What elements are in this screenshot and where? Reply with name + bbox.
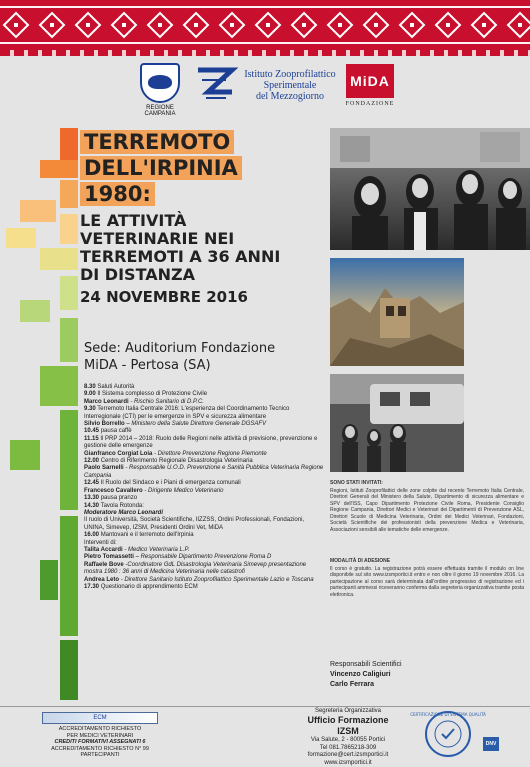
secretariat-heading: Segreteria Organizzativa: [314, 708, 382, 714]
color-bar: [20, 200, 56, 222]
title-block: [80, 130, 330, 306]
program-interventi: Interventi di:: [84, 539, 117, 546]
secretariat-phone: Tel 081.7865218-309: [319, 744, 377, 751]
izsm-name: [240, 69, 340, 102]
secretariat-email[interactable]: formazione@cert.izsmportici.it: [307, 752, 389, 759]
program-item: [84, 406, 324, 421]
program-item: [84, 428, 324, 435]
quality-certification-seal: [410, 710, 486, 758]
venue-line1: Sede: Auditorium Fondazione: [84, 341, 276, 356]
secretariat-website[interactable]: www.izsmportici.it: [324, 759, 372, 766]
secretariat-office: Ufficio Formazione IZSM: [307, 715, 389, 737]
speaker-name: Silvio Borrello: [84, 421, 125, 428]
responsible-name: Vincenzo Caligiuri: [330, 671, 391, 678]
speaker-role: - Responsabile U.O.D. Prevenzione e Sanità Pubblica Veterinaria Regione Campania: [84, 465, 324, 479]
izsm-line2: Sperimentale: [263, 80, 317, 91]
ecm-badge: ECM: [42, 712, 158, 724]
program-text: Il Sistema complesso di Protezione Civile: [97, 391, 208, 398]
program-time: 9.30: [84, 406, 96, 413]
speaker-name: Talita Accardi: [84, 546, 123, 553]
regione-campania-logo: [134, 63, 186, 117]
program-item: [84, 480, 324, 487]
program-text: Terremoto Italia Centrale 2016: L'esperienza del Coordinamento Tecnico Interregionale (CTI) per le emergenze in SPV e sicurezza alimentare: [84, 406, 290, 420]
responsibles-heading: Responsabili Scientifici: [330, 661, 402, 668]
speaker-name: Paolo Sarnelli: [84, 465, 124, 472]
speaker-role: - Direttore Prevenzione Regione Piemonte: [154, 450, 267, 457]
color-bar: [60, 214, 78, 244]
program-speaker: [84, 488, 324, 495]
invited-heading: SONO STATI INVITATI:: [330, 480, 383, 486]
color-bar: [60, 410, 78, 510]
title-line3: 1980:: [80, 182, 155, 206]
program-time: 9.00: [84, 391, 96, 398]
responsible-name: Carlo Ferrara: [330, 681, 374, 688]
program-item: [84, 391, 324, 398]
color-bar: [60, 276, 78, 310]
program-item: [84, 384, 324, 391]
dnv-logo: [483, 737, 499, 751]
program-text: Il Ruolo del Sindaco e i Piani di emergenza comunali: [100, 480, 241, 487]
program-speaker: [84, 547, 324, 554]
secretariat-address: Via Salute, 2 - 80055 Portici: [310, 737, 386, 744]
header-band: [0, 0, 530, 50]
izsm-line1: Istituto Zooprofilattico: [244, 69, 336, 80]
regione-label: REGIONE CAMPANIA: [144, 105, 176, 117]
seal-text: CERTIFICAZIONE DI SISTEMA QUALITÀ: [410, 712, 486, 717]
speaker-name: Marco Leonardi: [84, 398, 129, 405]
program-text: pausa caffè: [100, 428, 132, 435]
campania-shield-icon: [140, 63, 180, 103]
program-desc: Il ruolo di Università, Società Scientifiche, IIZZSS, Ordini Professionali, Fondazioni, UNINA, Simevep, IZSM, Presidenti Ordini Vet, MiDA: [84, 517, 305, 531]
program-speaker: [84, 421, 324, 428]
program-list: [84, 384, 324, 591]
color-bar: [6, 228, 36, 248]
accreditation-line4: ACCREDITAMENTO RICHIESTO N° 99 PARTECIPANTI: [51, 745, 149, 758]
speaker-name: Gianfranco Corgiat Loia: [84, 450, 153, 457]
speaker-role: - Rischio Sanitario di D.P.C.: [130, 398, 204, 405]
program-item: [84, 436, 324, 451]
program-text: Saluti Autorità: [97, 384, 135, 390]
color-bar: [20, 300, 50, 322]
program-text: Il PRP 2014 – 2018: Ruolo delle Regioni nelle attività di previsione, prevenzione e gestione delle emergenze: [84, 435, 318, 450]
color-bar: [40, 160, 78, 178]
photo-ruins: [330, 258, 464, 366]
speaker-role: -Coordinatore GdL Disastrologia Veterinaria Simevep presentazione mostra 1980 : 36 anni di Medicina Veterinaria nelle catastrofi: [84, 561, 307, 576]
title-line2: DELL'IRPINIA: [80, 156, 242, 180]
program-time: 17.30: [84, 583, 100, 590]
venue: [84, 340, 334, 374]
registration-text: Il corso è gratuito. La registrazione potrà essere effettuata tramite il modulo on line disponibile sul sito www.izsmportici.it entro e non oltre il giorno 19 novembre 2016. La partecipazione al corso sarà determinata dall'ordine progressivo di registrazione ed i partecipanti ammessi riceveranno conferma dalla segreteria organizzativa tramite posta elettronica.: [330, 565, 524, 598]
decorative-pattern: [0, 0, 530, 50]
color-bar: [40, 248, 78, 270]
program-speaker: [84, 554, 324, 561]
program-text: Questionario di apprendimento ECM: [100, 583, 198, 590]
moderator-name: Moderatore Marco Leonardi: [84, 509, 164, 516]
invited-text: Regioni, Istituti Zooprofilattici delle zone colpite dal recente Terremoto Italia Centrale, Direttori Generali del Ministero della Salute, Dipartimento di sicurezza alimentare e SPV dell'ISS, Capo Dipartimento Protezione Civile Roma, Presidente Consiglio Regione Campania, Direttori Medici e Veterinari dei Dipartimenti di Prevenzione ASL, Direttori Scuole di Medicina Veterinaria, Ordini dei Medici Veterinari, Fondazioni, Società Scientifiche dei professionisti della prevenzione Medica e Veterinaria, Associazioni sensibili alle tematiche delle emergenze.: [330, 487, 524, 533]
header-sub-band: [0, 50, 530, 56]
registration-heading: MODALITÀ DI ADESIONE: [330, 558, 391, 564]
program-text: Mantovani e il terremoto dell'Irpinia: [100, 532, 194, 539]
program-item: [84, 503, 324, 510]
program-speaker: [84, 577, 324, 584]
izsm-line3: del Mezzogiorno: [255, 91, 325, 102]
program-item: [84, 584, 324, 591]
color-bar: [60, 318, 78, 362]
organizing-secretariat: [296, 708, 400, 767]
scientific-responsibles: [330, 660, 480, 690]
photo-officials: [330, 128, 530, 250]
izsm-logo: [196, 66, 336, 106]
program-time: 16.00: [84, 532, 100, 539]
program-speaker: [84, 399, 324, 406]
accreditation: [40, 712, 160, 759]
program-speaker: [84, 451, 324, 458]
program-time: 14.30: [84, 502, 100, 509]
speaker-role: – Responsabile Dipartimento Prevenzione Roma D: [135, 554, 272, 561]
speaker-name: Pietro Tomassetti: [84, 554, 134, 561]
title-line1: TERREMOTO: [80, 130, 234, 154]
mida-label: FONDAZIONE: [345, 101, 395, 107]
speaker-role: - Medico Veterinaria L.P.: [124, 546, 190, 553]
accreditation-credits: CREDITI FORMATIVI ASSEGNATI 6: [54, 739, 146, 745]
accreditation-line2: PER MEDICI VETERINARI: [66, 732, 134, 739]
program-speaker: [84, 562, 324, 577]
program-time: 13.30: [84, 495, 100, 502]
mida-logo: [342, 64, 398, 107]
event-date: 24 NOVEMBRE 2016: [80, 288, 248, 306]
izsm-mark-icon: [196, 66, 236, 102]
program-time: 12.00: [84, 458, 100, 465]
mida-mark: MiDA: [346, 64, 394, 98]
program-time: 8.30: [84, 384, 96, 390]
subtitle-line4: DI DISTANZA: [80, 265, 195, 284]
speaker-role: - Dirigente Medico Veterinario: [144, 487, 224, 494]
speaker-name: Francesco Cavallero: [84, 487, 143, 494]
subtitle-line1: LE ATTIVITÀ: [80, 211, 187, 230]
program-time: 12.45: [84, 480, 100, 487]
color-bar: [60, 180, 78, 208]
subtitle-line2: VETERINARIE NEI: [80, 229, 235, 248]
footer-divider: [0, 706, 530, 707]
program-speaker: [84, 465, 324, 480]
color-bar: [60, 516, 78, 636]
speaker-role: – Ministero della Salute Direttore Generale DGSAFV: [126, 421, 267, 428]
color-bar: [60, 640, 78, 700]
registration-section: [330, 558, 524, 598]
invited-section: [330, 480, 524, 533]
program-text: Centro di Riferimento Regionale Disastrologia Veterinaria: [100, 458, 253, 465]
program-text: Tavola Rotonda:: [100, 502, 144, 509]
program-item: [84, 532, 324, 539]
dnv-label: DNV: [485, 741, 497, 747]
program-moderator: [84, 510, 324, 517]
speaker-name: Andrea Leto: [84, 576, 120, 583]
program-item: [84, 495, 324, 502]
color-bar: [40, 560, 58, 600]
color-bar: [40, 366, 78, 406]
program-text: pausa pranzo: [100, 495, 138, 502]
speaker-role: - Direttore Sanitario Istituto Zooprofilattico Sperimentale Lazio e Toscana: [120, 576, 314, 583]
program-time: 11.15: [84, 435, 99, 442]
program-time: 10.45: [84, 428, 100, 435]
accreditation-line1: ACCREDITAMENTO RICHIESTO: [58, 726, 142, 732]
color-bar: [10, 440, 40, 470]
subtitle-line3: TERREMOTI A 36 ANNI: [80, 247, 281, 266]
speaker-name: Raffaele Bove: [84, 561, 124, 568]
venue-line2: MiDA - Pertosa (SA): [84, 358, 211, 373]
program-item: [84, 458, 324, 465]
photo-camp: [330, 374, 464, 472]
